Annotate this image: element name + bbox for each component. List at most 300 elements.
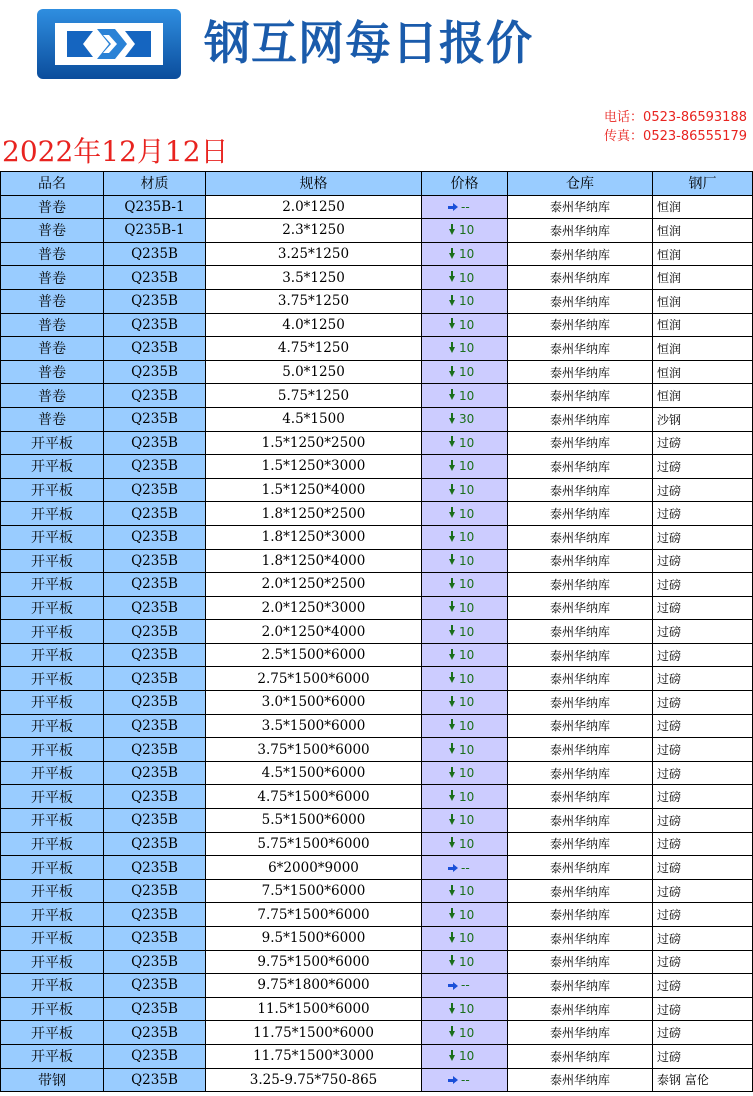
spec-cell: 2.0*1250*2500	[206, 573, 422, 597]
warehouse-cell: 泰州华纳库	[508, 950, 653, 974]
material-cell: Q235B	[104, 809, 206, 833]
product-name-cell: 开平板	[1, 549, 104, 573]
warehouse-cell: 泰州华纳库	[508, 809, 653, 833]
spec-cell: 11.75*1500*3000	[206, 1044, 422, 1068]
price-cell	[422, 879, 508, 903]
spec-cell: 4.5*1500	[206, 407, 422, 431]
product-name-cell: 开平板	[1, 478, 104, 502]
price-cell	[422, 219, 508, 243]
arrow-down-icon	[449, 300, 455, 306]
warehouse-cell: 泰州华纳库	[508, 903, 653, 927]
product-name-cell: 开平板	[1, 455, 104, 479]
product-name-cell: 普卷	[1, 266, 104, 290]
steel-mill-cell: 恒润	[653, 360, 753, 384]
price-change-value: 10	[459, 1049, 475, 1064]
warehouse-cell: 泰州华纳库	[508, 832, 653, 856]
spec-cell: 4.5*1500*6000	[206, 761, 422, 785]
steel-mill-cell: 恒润	[653, 195, 753, 219]
arrow-down-icon	[449, 323, 455, 329]
table-row	[1, 1044, 753, 1068]
warehouse-cell: 泰州华纳库	[508, 478, 653, 502]
steel-mill-cell: 过磅	[653, 525, 753, 549]
price-cell	[422, 738, 508, 762]
product-name-cell: 开平板	[1, 879, 104, 903]
price-cell	[422, 431, 508, 455]
arrow-down-icon	[449, 229, 455, 235]
material-cell: Q235B	[104, 525, 206, 549]
price-change-value: 10	[459, 695, 475, 710]
material-cell: Q235B	[104, 407, 206, 431]
material-cell: Q235B	[104, 903, 206, 927]
price-change-value: 10	[459, 530, 475, 545]
price-change-value: 10	[459, 294, 475, 309]
product-name-cell: 普卷	[1, 313, 104, 337]
material-cell: Q235B	[104, 289, 206, 313]
material-cell: Q235B	[104, 691, 206, 715]
price-change-value: 10	[459, 506, 475, 521]
arrow-down-icon	[449, 630, 455, 636]
price-change-value: 10	[459, 624, 475, 639]
spec-cell: 3.25-9.75*750-865	[206, 1068, 422, 1092]
arrow-down-icon	[449, 1055, 455, 1061]
price-cell	[422, 407, 508, 431]
warehouse-cell: 泰州华纳库	[508, 1068, 653, 1092]
steel-mill-cell: 过磅	[653, 714, 753, 738]
price-change-value: 10	[459, 223, 475, 238]
product-name-cell: 开平板	[1, 667, 104, 691]
warehouse-cell: 泰州华纳库	[508, 927, 653, 951]
material-cell: Q235B	[104, 832, 206, 856]
product-name-cell: 开平板	[1, 691, 104, 715]
product-name-cell: 开平板	[1, 525, 104, 549]
price-cell	[422, 620, 508, 644]
table-row	[1, 856, 753, 880]
price-change-value: 10	[459, 1025, 475, 1040]
warehouse-cell: 泰州华纳库	[508, 738, 653, 762]
steel-mill-cell: 过磅	[653, 431, 753, 455]
price-change-value: 10	[459, 884, 475, 899]
material-cell: Q235B	[104, 360, 206, 384]
product-name-cell: 普卷	[1, 384, 104, 408]
warehouse-cell: 泰州华纳库	[508, 997, 653, 1021]
arrow-right-icon	[453, 1076, 458, 1084]
steel-mill-cell: 过磅	[653, 738, 753, 762]
column-header-spec: 规格	[206, 172, 422, 196]
spec-cell: 5.5*1500*6000	[206, 809, 422, 833]
product-name-cell: 开平板	[1, 1044, 104, 1068]
table-row	[1, 455, 753, 479]
spec-cell: 4.75*1500*6000	[206, 785, 422, 809]
page-header	[0, 0, 753, 170]
price-change-value: 10	[459, 317, 475, 332]
steel-mill-cell: 过磅	[653, 761, 753, 785]
price-cell	[422, 573, 508, 597]
table-row	[1, 337, 753, 361]
spec-cell: 3.5*1250	[206, 266, 422, 290]
arrow-down-icon	[449, 559, 455, 565]
steel-mill-cell: 过磅	[653, 691, 753, 715]
price-change-value: 10	[459, 247, 475, 262]
price-change-value: 10	[459, 836, 475, 851]
material-cell: Q235B	[104, 856, 206, 880]
product-name-cell: 开平板	[1, 903, 104, 927]
warehouse-cell: 泰州华纳库	[508, 667, 653, 691]
table-row	[1, 549, 753, 573]
warehouse-cell: 泰州华纳库	[508, 431, 653, 455]
price-cell	[422, 549, 508, 573]
product-name-cell: 开平板	[1, 596, 104, 620]
table-row	[1, 242, 753, 266]
steel-mill-cell: 过磅	[653, 997, 753, 1021]
steel-mill-cell: 过磅	[653, 974, 753, 998]
product-name-cell: 开平板	[1, 620, 104, 644]
warehouse-cell: 泰州华纳库	[508, 620, 653, 644]
material-cell: Q235B	[104, 242, 206, 266]
warehouse-cell: 泰州华纳库	[508, 1021, 653, 1045]
material-cell: Q235B	[104, 313, 206, 337]
spec-cell: 2.0*1250*3000	[206, 596, 422, 620]
warehouse-cell: 泰州华纳库	[508, 384, 653, 408]
spec-cell: 11.5*1500*6000	[206, 997, 422, 1021]
price-cell	[422, 313, 508, 337]
phone-number: 电话：0523-86593188	[604, 110, 747, 125]
steel-mill-cell: 过磅	[653, 502, 753, 526]
table-row	[1, 573, 753, 597]
spec-cell: 7.75*1500*6000	[206, 903, 422, 927]
warehouse-cell: 泰州华纳库	[508, 407, 653, 431]
material-cell: Q235B	[104, 738, 206, 762]
spec-cell: 4.0*1250	[206, 313, 422, 337]
product-name-cell: 开平板	[1, 927, 104, 951]
arrow-down-icon	[449, 701, 455, 707]
table-row	[1, 832, 753, 856]
warehouse-cell: 泰州华纳库	[508, 337, 653, 361]
spec-cell: 7.5*1500*6000	[206, 879, 422, 903]
spec-cell: 5.0*1250	[206, 360, 422, 384]
material-cell: Q235B	[104, 950, 206, 974]
table-row	[1, 525, 753, 549]
steel-mill-cell: 恒润	[653, 384, 753, 408]
table-row	[1, 643, 753, 667]
steel-mill-cell: 恒润	[653, 242, 753, 266]
spec-cell: 3.25*1250	[206, 242, 422, 266]
table-row	[1, 1021, 753, 1045]
material-cell: Q235B	[104, 455, 206, 479]
arrow-down-icon	[449, 819, 455, 825]
material-cell: Q235B	[104, 502, 206, 526]
material-cell: Q235B	[104, 879, 206, 903]
price-change-value: 10	[459, 648, 475, 663]
spec-cell: 1.5*1250*2500	[206, 431, 422, 455]
steel-mill-cell: 恒润	[653, 266, 753, 290]
price-cell	[422, 242, 508, 266]
page-title: 钢互网每日报价	[204, 16, 533, 70]
arrow-down-icon	[449, 276, 455, 282]
price-change-value: 10	[459, 341, 475, 356]
price-change-value: 10	[459, 483, 475, 498]
arrow-down-icon	[449, 724, 455, 730]
arrow-down-icon	[449, 253, 455, 259]
warehouse-cell: 泰州华纳库	[508, 313, 653, 337]
steel-mill-cell: 过磅	[653, 455, 753, 479]
arrow-down-icon	[449, 1008, 455, 1014]
table-row	[1, 266, 753, 290]
table-row	[1, 714, 753, 738]
steel-mill-cell: 过磅	[653, 785, 753, 809]
price-cell	[422, 596, 508, 620]
company-logo-icon	[37, 9, 181, 79]
price-change-value: 10	[459, 1002, 475, 1017]
material-cell: Q235B	[104, 431, 206, 455]
price-change-value: 10	[459, 553, 475, 568]
arrow-down-icon	[449, 489, 455, 495]
steel-mill-cell: 过磅	[653, 549, 753, 573]
steel-mill-cell: 过磅	[653, 478, 753, 502]
warehouse-cell: 泰州华纳库	[508, 596, 653, 620]
spec-cell: 5.75*1500*6000	[206, 832, 422, 856]
product-name-cell: 开平板	[1, 785, 104, 809]
product-name-cell: 开平板	[1, 856, 104, 880]
arrow-down-icon	[449, 842, 455, 848]
spec-cell: 2.75*1500*6000	[206, 667, 422, 691]
arrow-down-icon	[449, 347, 455, 353]
spec-cell: 1.8*1250*4000	[206, 549, 422, 573]
price-cell	[422, 950, 508, 974]
spec-cell: 3.75*1500*6000	[206, 738, 422, 762]
material-cell: Q235B	[104, 596, 206, 620]
price-cell	[422, 1044, 508, 1068]
material-cell: Q235B	[104, 714, 206, 738]
table-row	[1, 431, 753, 455]
product-name-cell: 普卷	[1, 195, 104, 219]
spec-cell: 3.5*1500*6000	[206, 714, 422, 738]
price-cell	[422, 643, 508, 667]
price-change-value: 10	[459, 365, 475, 380]
spec-cell: 1.8*1250*3000	[206, 525, 422, 549]
price-change-value: --	[461, 1072, 470, 1087]
material-cell: Q235B	[104, 266, 206, 290]
table-row	[1, 997, 753, 1021]
spec-cell: 9.75*1500*6000	[206, 950, 422, 974]
warehouse-cell: 泰州华纳库	[508, 455, 653, 479]
price-cell	[422, 360, 508, 384]
warehouse-cell: 泰州华纳库	[508, 289, 653, 313]
price-change-value: 10	[459, 789, 475, 804]
warehouse-cell: 泰州华纳库	[508, 879, 653, 903]
steel-mill-cell: 过磅	[653, 927, 753, 951]
warehouse-cell: 泰州华纳库	[508, 242, 653, 266]
report-date: 2022年12月12日	[2, 135, 229, 168]
arrow-down-icon	[449, 371, 455, 377]
warehouse-cell: 泰州华纳库	[508, 573, 653, 597]
arrow-down-icon	[449, 1031, 455, 1037]
table-row	[1, 195, 753, 219]
fax-number: 传真：0523-86555179	[604, 129, 747, 144]
table-row	[1, 785, 753, 809]
column-header-name: 品名	[1, 172, 104, 196]
steel-mill-cell: 过磅	[653, 620, 753, 644]
steel-mill-cell: 恒润	[653, 219, 753, 243]
spec-cell: 9.5*1500*6000	[206, 927, 422, 951]
product-name-cell: 普卷	[1, 337, 104, 361]
price-cell	[422, 974, 508, 998]
price-change-value: 10	[459, 577, 475, 592]
product-name-cell: 带钢	[1, 1068, 104, 1092]
warehouse-cell: 泰州华纳库	[508, 1044, 653, 1068]
material-cell: Q235B	[104, 785, 206, 809]
price-cell	[422, 195, 508, 219]
steel-mill-cell: 沙钢	[653, 407, 753, 431]
price-change-value: 10	[459, 718, 475, 733]
price-cell	[422, 856, 508, 880]
warehouse-cell: 泰州华纳库	[508, 549, 653, 573]
price-cell	[422, 289, 508, 313]
spec-cell: 1.5*1250*3000	[206, 455, 422, 479]
steel-mill-cell: 泰钢 富伦	[653, 1068, 753, 1092]
spec-cell: 11.75*1500*6000	[206, 1021, 422, 1045]
price-cell	[422, 691, 508, 715]
spec-cell: 3.0*1500*6000	[206, 691, 422, 715]
product-name-cell: 开平板	[1, 1021, 104, 1045]
contact-info	[604, 108, 747, 146]
table-row	[1, 313, 753, 337]
material-cell: Q235B	[104, 927, 206, 951]
spec-cell: 1.8*1250*2500	[206, 502, 422, 526]
arrow-down-icon	[449, 512, 455, 518]
material-cell: Q235B	[104, 1021, 206, 1045]
price-change-value: 10	[459, 270, 475, 285]
spec-cell: 2.5*1500*6000	[206, 643, 422, 667]
warehouse-cell: 泰州华纳库	[508, 691, 653, 715]
material-cell: Q235B-1	[104, 195, 206, 219]
arrow-down-icon	[449, 418, 455, 424]
table-row	[1, 950, 753, 974]
table-row	[1, 1068, 753, 1092]
table-row	[1, 596, 753, 620]
spec-cell: 6*2000*9000	[206, 856, 422, 880]
price-cell	[422, 1068, 508, 1092]
table-row	[1, 407, 753, 431]
product-name-cell: 开平板	[1, 738, 104, 762]
steel-mill-cell: 过磅	[653, 950, 753, 974]
price-cell	[422, 785, 508, 809]
price-change-value: 10	[459, 600, 475, 615]
price-table	[0, 171, 753, 1092]
steel-mill-cell: 过磅	[653, 832, 753, 856]
warehouse-cell: 泰州华纳库	[508, 219, 653, 243]
table-row	[1, 903, 753, 927]
table-row	[1, 289, 753, 313]
table-header-row	[1, 172, 753, 196]
steel-mill-cell: 恒润	[653, 337, 753, 361]
price-change-value: 10	[459, 766, 475, 781]
arrow-down-icon	[449, 536, 455, 542]
product-name-cell: 开平板	[1, 431, 104, 455]
spec-cell: 4.75*1250	[206, 337, 422, 361]
arrow-down-icon	[449, 960, 455, 966]
table-row	[1, 809, 753, 833]
material-cell: Q235B	[104, 620, 206, 644]
arrow-down-icon	[449, 890, 455, 896]
arrow-down-icon	[449, 913, 455, 919]
material-cell: Q235B	[104, 761, 206, 785]
warehouse-cell: 泰州华纳库	[508, 856, 653, 880]
warehouse-cell: 泰州华纳库	[508, 714, 653, 738]
price-cell	[422, 525, 508, 549]
table-row	[1, 761, 753, 785]
warehouse-cell: 泰州华纳库	[508, 974, 653, 998]
steel-mill-cell: 过磅	[653, 856, 753, 880]
material-cell: Q235B	[104, 384, 206, 408]
price-cell	[422, 1021, 508, 1045]
warehouse-cell: 泰州华纳库	[508, 785, 653, 809]
material-cell: Q235B-1	[104, 219, 206, 243]
steel-mill-cell: 过磅	[653, 667, 753, 691]
arrow-down-icon	[449, 583, 455, 589]
table-row	[1, 620, 753, 644]
arrow-down-icon	[449, 654, 455, 660]
price-change-value: 10	[459, 813, 475, 828]
steel-mill-cell: 恒润	[653, 313, 753, 337]
product-name-cell: 开平板	[1, 761, 104, 785]
steel-mill-cell: 恒润	[653, 289, 753, 313]
arrow-down-icon	[449, 677, 455, 683]
table-row	[1, 927, 753, 951]
material-cell: Q235B	[104, 1044, 206, 1068]
table-row	[1, 478, 753, 502]
steel-mill-cell: 过磅	[653, 809, 753, 833]
product-name-cell: 开平板	[1, 832, 104, 856]
arrow-down-icon	[449, 937, 455, 943]
table-row	[1, 667, 753, 691]
warehouse-cell: 泰州华纳库	[508, 195, 653, 219]
warehouse-cell: 泰州华纳库	[508, 761, 653, 785]
price-change-value: 10	[459, 931, 475, 946]
price-cell	[422, 667, 508, 691]
price-change-value: 10	[459, 671, 475, 686]
material-cell: Q235B	[104, 478, 206, 502]
arrow-down-icon	[449, 748, 455, 754]
product-name-cell: 开平板	[1, 950, 104, 974]
table-row	[1, 879, 753, 903]
material-cell: Q235B	[104, 573, 206, 597]
table-row	[1, 219, 753, 243]
price-cell	[422, 832, 508, 856]
product-name-cell: 开平板	[1, 714, 104, 738]
price-cell	[422, 927, 508, 951]
product-name-cell: 开平板	[1, 573, 104, 597]
arrow-right-icon	[453, 203, 458, 211]
material-cell: Q235B	[104, 643, 206, 667]
arrow-right-icon	[453, 864, 458, 872]
price-cell	[422, 266, 508, 290]
table-row	[1, 738, 753, 762]
column-header-price: 价格	[422, 172, 508, 196]
steel-mill-cell: 过磅	[653, 573, 753, 597]
warehouse-cell: 泰州华纳库	[508, 643, 653, 667]
spec-cell: 3.75*1250	[206, 289, 422, 313]
price-change-value: 10	[459, 954, 475, 969]
arrow-down-icon	[449, 394, 455, 400]
price-cell	[422, 337, 508, 361]
spec-cell: 2.0*1250	[206, 195, 422, 219]
material-cell: Q235B	[104, 549, 206, 573]
table-row	[1, 384, 753, 408]
price-change-value: 10	[459, 459, 475, 474]
table-row	[1, 691, 753, 715]
steel-mill-cell: 过磅	[653, 643, 753, 667]
material-cell: Q235B	[104, 337, 206, 361]
